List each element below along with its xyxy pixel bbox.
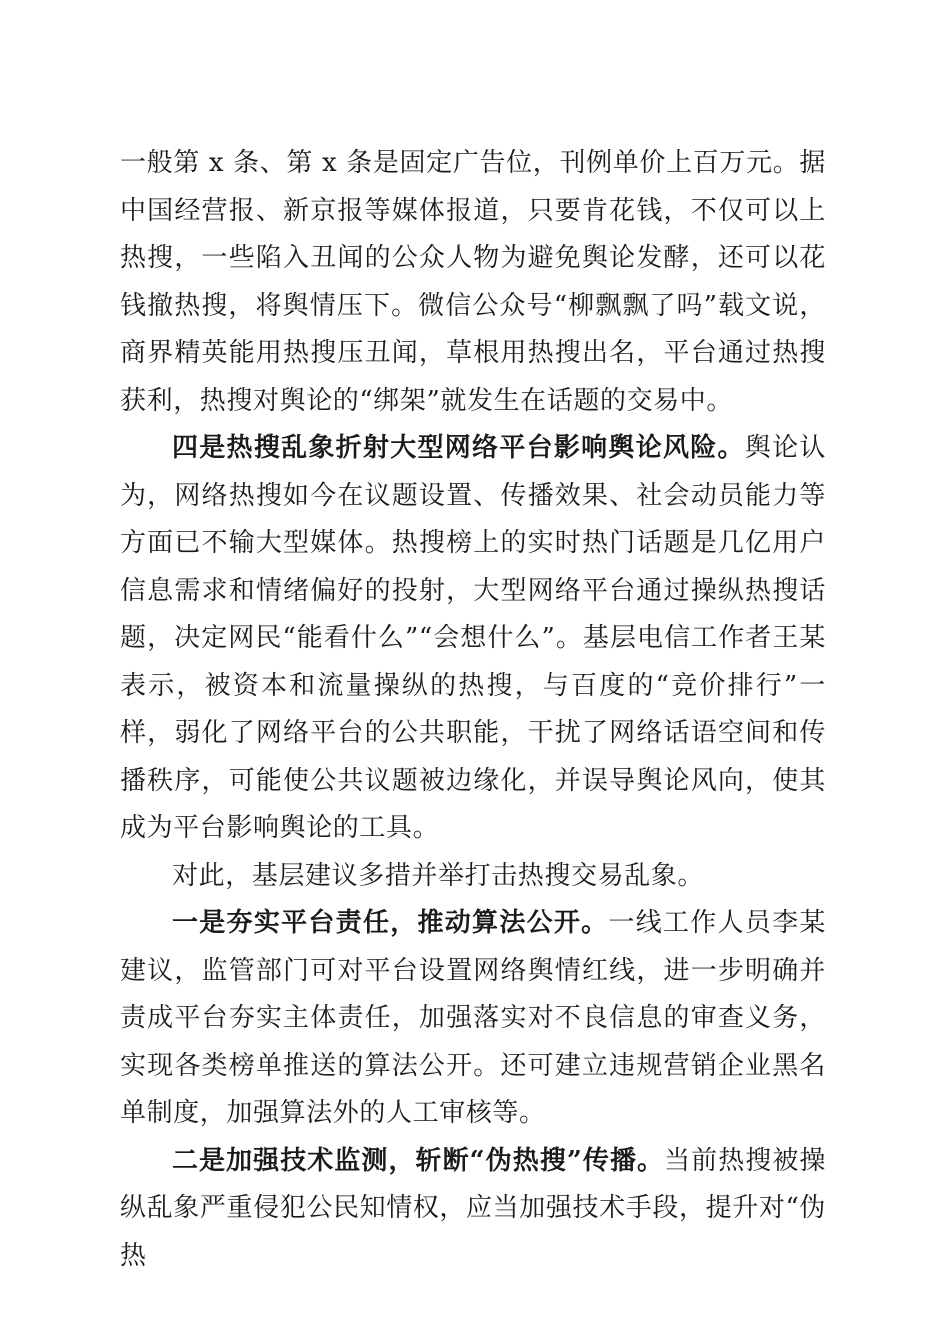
paragraph-text: 舆论认为，网络热搜如今在议题设置、传播效果、社会动员能力等方面已不输大型媒体。热搜榜上的实时热门话题是几亿用户信息需求和情绪偏好的投射，大型网络平台通过操纵热搜话题，决定网民“能看什么”“会想什么”。基层电信工作者王某表示，被资本和流量操纵的热搜，与百度的“竞价排行”一样，弱化了网络平台的公共职能，干扰了网络话语空间和传播秩序，可能使公共议题被边缘化，并误导舆论风向，使其成为平台影响舆论的工具。 (120, 433, 826, 843)
paragraph-lead: 四是热搜乱象折射大型网络平台影响舆论风险。 (172, 433, 745, 463)
paragraph-point-four (120, 425, 826, 853)
paragraph-suggestion-two (120, 1138, 826, 1281)
paragraph-ad-trading (120, 140, 826, 425)
paragraph-lead: 一是夯实平台责任，推动算法公开。 (172, 908, 609, 938)
paragraph-text: 一般第 x 条、第 x 条是固定广告位，刊例单价上百万元。据中国经营报、新京报等媒体报道，只要肯花钱，不仅可以上热搜，一些陷入丑闻的公众人物为避免舆论发酵，还可以花钱撤热搜，将舆情压下。微信公众号“柳飘飘了吗”载文说，商界精英能用热搜压丑闻，草根用热搜出名，平台通过热搜获利，热搜对舆论的“绑架”就发生在话题的交易中。 (120, 148, 826, 416)
paragraph-text: 一线工作人员李某建议，监管部门可对平台设置网络舆情红线，进一步明确并责成平台夯实主体责任，加强落实对不良信息的审查义务，实现各类榜单推送的算法公开。还可建立违规营销企业黑名单制度，加强算法外的人工审核等。 (120, 908, 826, 1128)
paragraph-text: 对此，基层建议多措并举打击热搜交易乱象。 (172, 860, 705, 891)
paragraph-suggestion-one (120, 900, 826, 1138)
paragraph-suggestions-intro (120, 853, 826, 901)
paragraph-lead: 二是加强技术监测，斩断“伪热搜”传播。 (172, 1145, 665, 1176)
paragraph-text: 当前热搜被操纵乱象严重侵犯公民知情权，应当加强技术手段，提升对“伪热 (120, 1145, 827, 1271)
document-body (120, 140, 826, 1280)
